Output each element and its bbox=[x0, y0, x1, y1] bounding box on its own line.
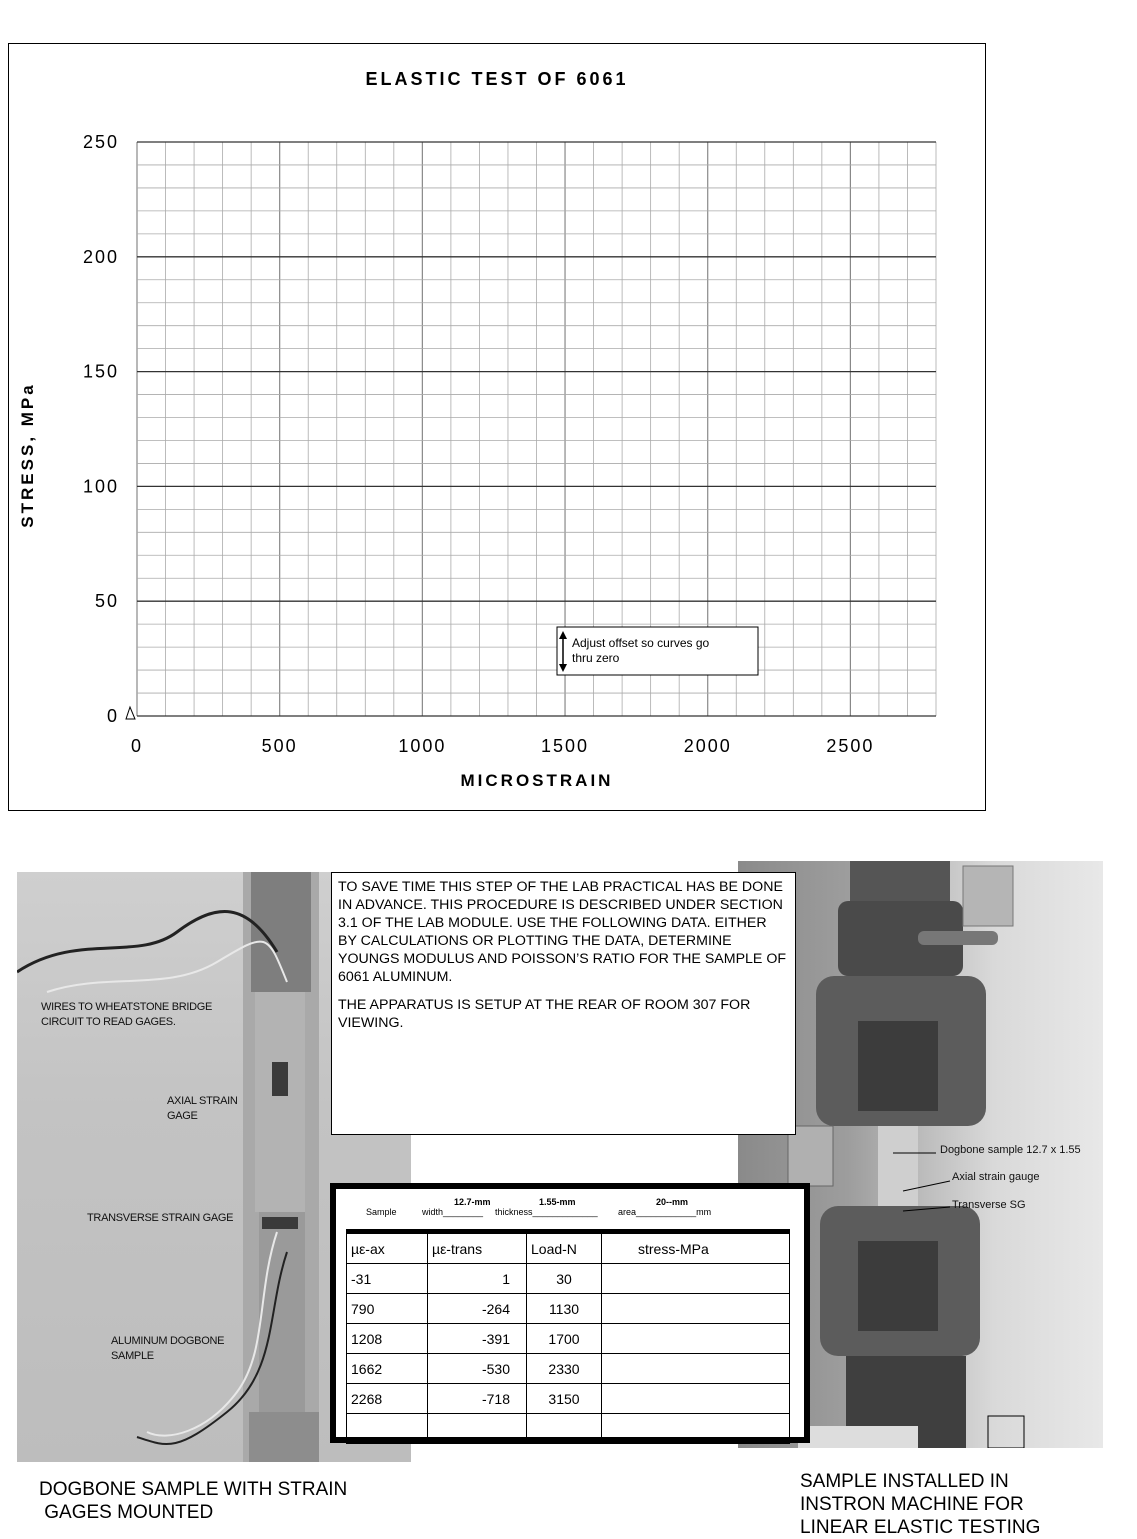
x-tick-label: 2500 bbox=[826, 736, 875, 756]
header-load: Load-N bbox=[527, 1234, 602, 1264]
label-transverse-sg: Transverse SG bbox=[952, 1199, 1026, 1211]
sample-label: Sample bbox=[366, 1207, 397, 1217]
cell-transverse: -718 bbox=[428, 1384, 527, 1414]
label-wires: WIRES TO WHEATSTONE BRIDGE CIRCUIT TO READ GAGES. bbox=[41, 1001, 213, 1028]
cell-transverse: -264 bbox=[428, 1294, 527, 1324]
lab-notice-box bbox=[331, 872, 796, 1135]
chart-title: ELASTIC TEST OF 6061 bbox=[365, 69, 629, 89]
y-tick-label: 50 bbox=[94, 591, 119, 612]
label-dogbone-sample: ALUMINUM DOGBONE SAMPLE bbox=[111, 1335, 225, 1362]
x-tick-label: 1000 bbox=[398, 736, 447, 756]
table-row bbox=[347, 1264, 790, 1294]
cell-load bbox=[527, 1414, 602, 1444]
table-row bbox=[347, 1354, 790, 1384]
cell-axial: 790 bbox=[347, 1294, 428, 1324]
thickness-value: 1.55-mm bbox=[539, 1197, 576, 1207]
cell-stress bbox=[602, 1384, 790, 1414]
x-tick-label: 2000 bbox=[683, 736, 732, 756]
table-row bbox=[347, 1294, 790, 1324]
grid bbox=[137, 142, 936, 716]
y-tick-label: 100 bbox=[82, 476, 119, 497]
cell-axial: -31 bbox=[347, 1264, 428, 1294]
y-axis-label: STRESS, MPa bbox=[18, 382, 37, 528]
cell-load: 30 bbox=[527, 1264, 602, 1294]
sample-info-row bbox=[346, 1189, 790, 1233]
cell-axial bbox=[347, 1414, 428, 1444]
area-value: 20--mm bbox=[656, 1197, 689, 1207]
x-tick-label: 500 bbox=[261, 736, 298, 756]
header-stress: stress-MPa bbox=[602, 1234, 790, 1264]
cell-load: 1700 bbox=[527, 1324, 602, 1354]
cell-stress bbox=[602, 1414, 790, 1444]
strain-data-table bbox=[330, 1183, 810, 1443]
y-tick-label: 0 bbox=[106, 706, 119, 726]
notice-paragraph-2: THE APPARATUS IS SETUP AT THE REAR OF ROOM 307 FOR VIEWING. bbox=[338, 997, 751, 1031]
label-dogbone-instron: Dogbone sample 12.7 x 1.55 bbox=[940, 1144, 1081, 1156]
y-tick-label: 150 bbox=[82, 361, 119, 382]
cell-stress bbox=[602, 1324, 790, 1354]
table-row bbox=[347, 1414, 790, 1444]
x-tick-label: 1500 bbox=[541, 736, 590, 756]
header-transverse-strain: µε-trans bbox=[428, 1234, 527, 1264]
cell-stress bbox=[602, 1354, 790, 1384]
cell-axial: 1662 bbox=[347, 1354, 428, 1384]
annotation-text-line1: Adjust offset so curves go bbox=[572, 636, 710, 650]
y-tick-label: 200 bbox=[82, 246, 119, 267]
thickness-label: thickness_____________ bbox=[495, 1207, 598, 1217]
cell-axial: 2268 bbox=[347, 1384, 428, 1414]
cell-transverse: -391 bbox=[428, 1324, 527, 1354]
table-row bbox=[347, 1384, 790, 1414]
caption-instron: SAMPLE INSTALLED IN INSTRON MACHINE FOR LINEAR ELASTIC TESTING bbox=[800, 1471, 1041, 1538]
width-label: width________ bbox=[422, 1207, 484, 1217]
cell-transverse: 1 bbox=[428, 1264, 527, 1294]
cell-load: 1130 bbox=[527, 1294, 602, 1324]
cell-load: 3150 bbox=[527, 1384, 602, 1414]
y-tick-label: 250 bbox=[82, 132, 119, 152]
header-axial-strain: µε-ax bbox=[347, 1234, 428, 1264]
x-tick-label: 0 bbox=[130, 736, 144, 756]
cell-stress bbox=[602, 1294, 790, 1324]
annotation-text-line2: thru zero bbox=[572, 651, 620, 665]
x-axis-label: MICROSTRAIN bbox=[460, 771, 614, 790]
label-axial-gage: AXIAL STRAIN GAGE bbox=[167, 1095, 238, 1122]
annotation-box bbox=[557, 627, 758, 675]
table-row bbox=[347, 1324, 790, 1354]
cell-load: 2330 bbox=[527, 1354, 602, 1384]
chart-frame bbox=[8, 43, 986, 811]
cell-stress bbox=[602, 1264, 790, 1294]
cell-transverse bbox=[428, 1414, 527, 1444]
cell-transverse: -530 bbox=[428, 1354, 527, 1384]
width-value: 12.7-mm bbox=[454, 1197, 491, 1207]
caption-dogbone: DOGBONE SAMPLE WITH STRAIN GAGES MOUNTED bbox=[39, 1479, 348, 1523]
area-label: area____________mm bbox=[618, 1207, 712, 1217]
chart-svg bbox=[9, 44, 987, 812]
cell-axial: 1208 bbox=[347, 1324, 428, 1354]
label-axial-strain-gauge: Axial strain gauge bbox=[952, 1171, 1040, 1183]
table-header-row bbox=[347, 1234, 790, 1264]
baseline-marker bbox=[126, 707, 135, 719]
label-transverse-gage: TRANSVERSE STRAIN GAGE bbox=[87, 1212, 234, 1224]
notice-paragraph-1: TO SAVE TIME THIS STEP OF THE LAB PRACTICAL HAS BE DONE IN ADVANCE. THIS PROCEDURE IS DESCRIBED UNDER SECTION 3.1 OF THE LAB MODULE. USE THE FOLLOWING DATA. EITHER BY CALCULATIONS OR PLOTTING THE DATA, DETERMINE YOUNGS MODULUS AND POISSON’S RATIO FOR THE SAMPLE OF 6061 ALUMINUM. bbox=[338, 879, 787, 985]
data-table bbox=[346, 1233, 790, 1444]
